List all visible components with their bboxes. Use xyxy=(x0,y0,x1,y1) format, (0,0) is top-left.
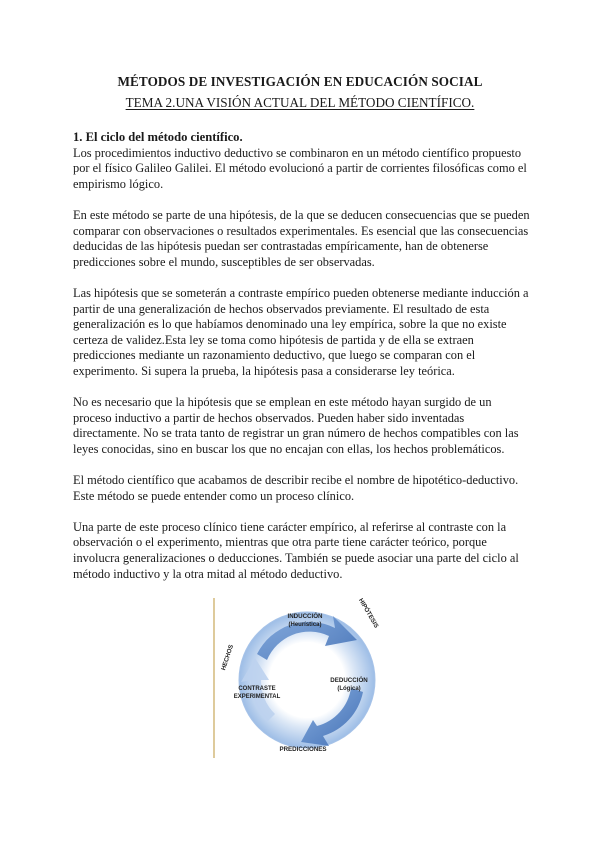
deduccion-label: DEDUCCIÓN xyxy=(330,677,368,684)
paragraph-1: Los procedimientos inductivo deductivo se combinaron en un método científico propuesto por el físico Galileo Galilei. El método evolucionó a partir de corrientes filosóficas como el empirismo lógico. xyxy=(73,145,527,191)
document-subtitle: TEMA 2.UNA VISIÓN ACTUAL DEL MÉTODO CIENTÍFICO. xyxy=(125,95,475,110)
hechos-label: HECHOS xyxy=(220,643,235,672)
induccion-label: INDUCCIÓN xyxy=(287,613,323,620)
hipotesis-label: HIPÓTESIS xyxy=(357,597,380,630)
paragraph-2: En este método se parte de una hipótesis, de la que se deducen consecuencias que se pueden comparar con observaciones o resultados experimentales. Es esencial que las consecuencias deducidas de las hipótesis puedan ser contrastadas empíricamente, han de obtenerse predicciones sobre el mundo, susceptibles de ser observadas. xyxy=(73,207,530,269)
predicciones-label: PREDICCIONES xyxy=(279,746,327,753)
paragraph-3: Las hipótesis que se someterán a contraste empírico pueden obtenerse mediante inducción a partir de una generalización de hechos observados previamente. El resultado de esta generalización es lo que habíamos denominado una ley empírica, sobre la que no existe certeza de validez.Esta ley se toma como hipótesis de partida y de ella se extraen predicciones mediante un razonamiento deductivo, que luego se comparan con el experimento. Si supera la prueba, la hipótesis pasa a considerarse ley teórica. xyxy=(73,285,529,378)
induccion-sub-label: (Heurística) xyxy=(288,622,322,628)
cycle-diagram xyxy=(205,596,405,758)
experimental-label: EXPERIMENTAL xyxy=(233,694,281,700)
section-heading: 1. El ciclo del método científico. xyxy=(73,130,243,144)
contraste-label: CONTRASTE xyxy=(238,686,276,692)
document-body xyxy=(73,130,533,598)
document-title: MÉTODOS DE INVESTIGACIÓN EN EDUCACIÓN SOCIAL xyxy=(117,74,483,89)
paragraph-4: No es necesario que la hipótesis que se emplean en este método hayan surgido de un proceso inductivo a partir de hechos observados. Pueden haber sido inventadas directamente. No se trata tanto de registrar un gran número de hechos compatibles con las leyes conocidas, sino en buscar los que no encajan con ellas, los hechos problemáticos. xyxy=(73,395,519,456)
scientific-cycle-figure xyxy=(205,596,405,758)
deduccion-sub-label: (Lógica) xyxy=(337,686,361,692)
paragraph-6: Una parte de este proceso clínico tiene carácter empírico, al referirse al contraste con la observación o el experimento, mientras que otra parte tiene carácter teórico, porque involucra generalizaciones o deducciones. También se puede asociar una parte del ciclo al método inductivo y la otra mitad al método deductivo. xyxy=(73,519,519,581)
paragraph-5: El método científico que acabamos de describir recibe el nombre de hipotético-deductivo. Este método se puede entender como un proceso clínico. xyxy=(73,473,519,503)
